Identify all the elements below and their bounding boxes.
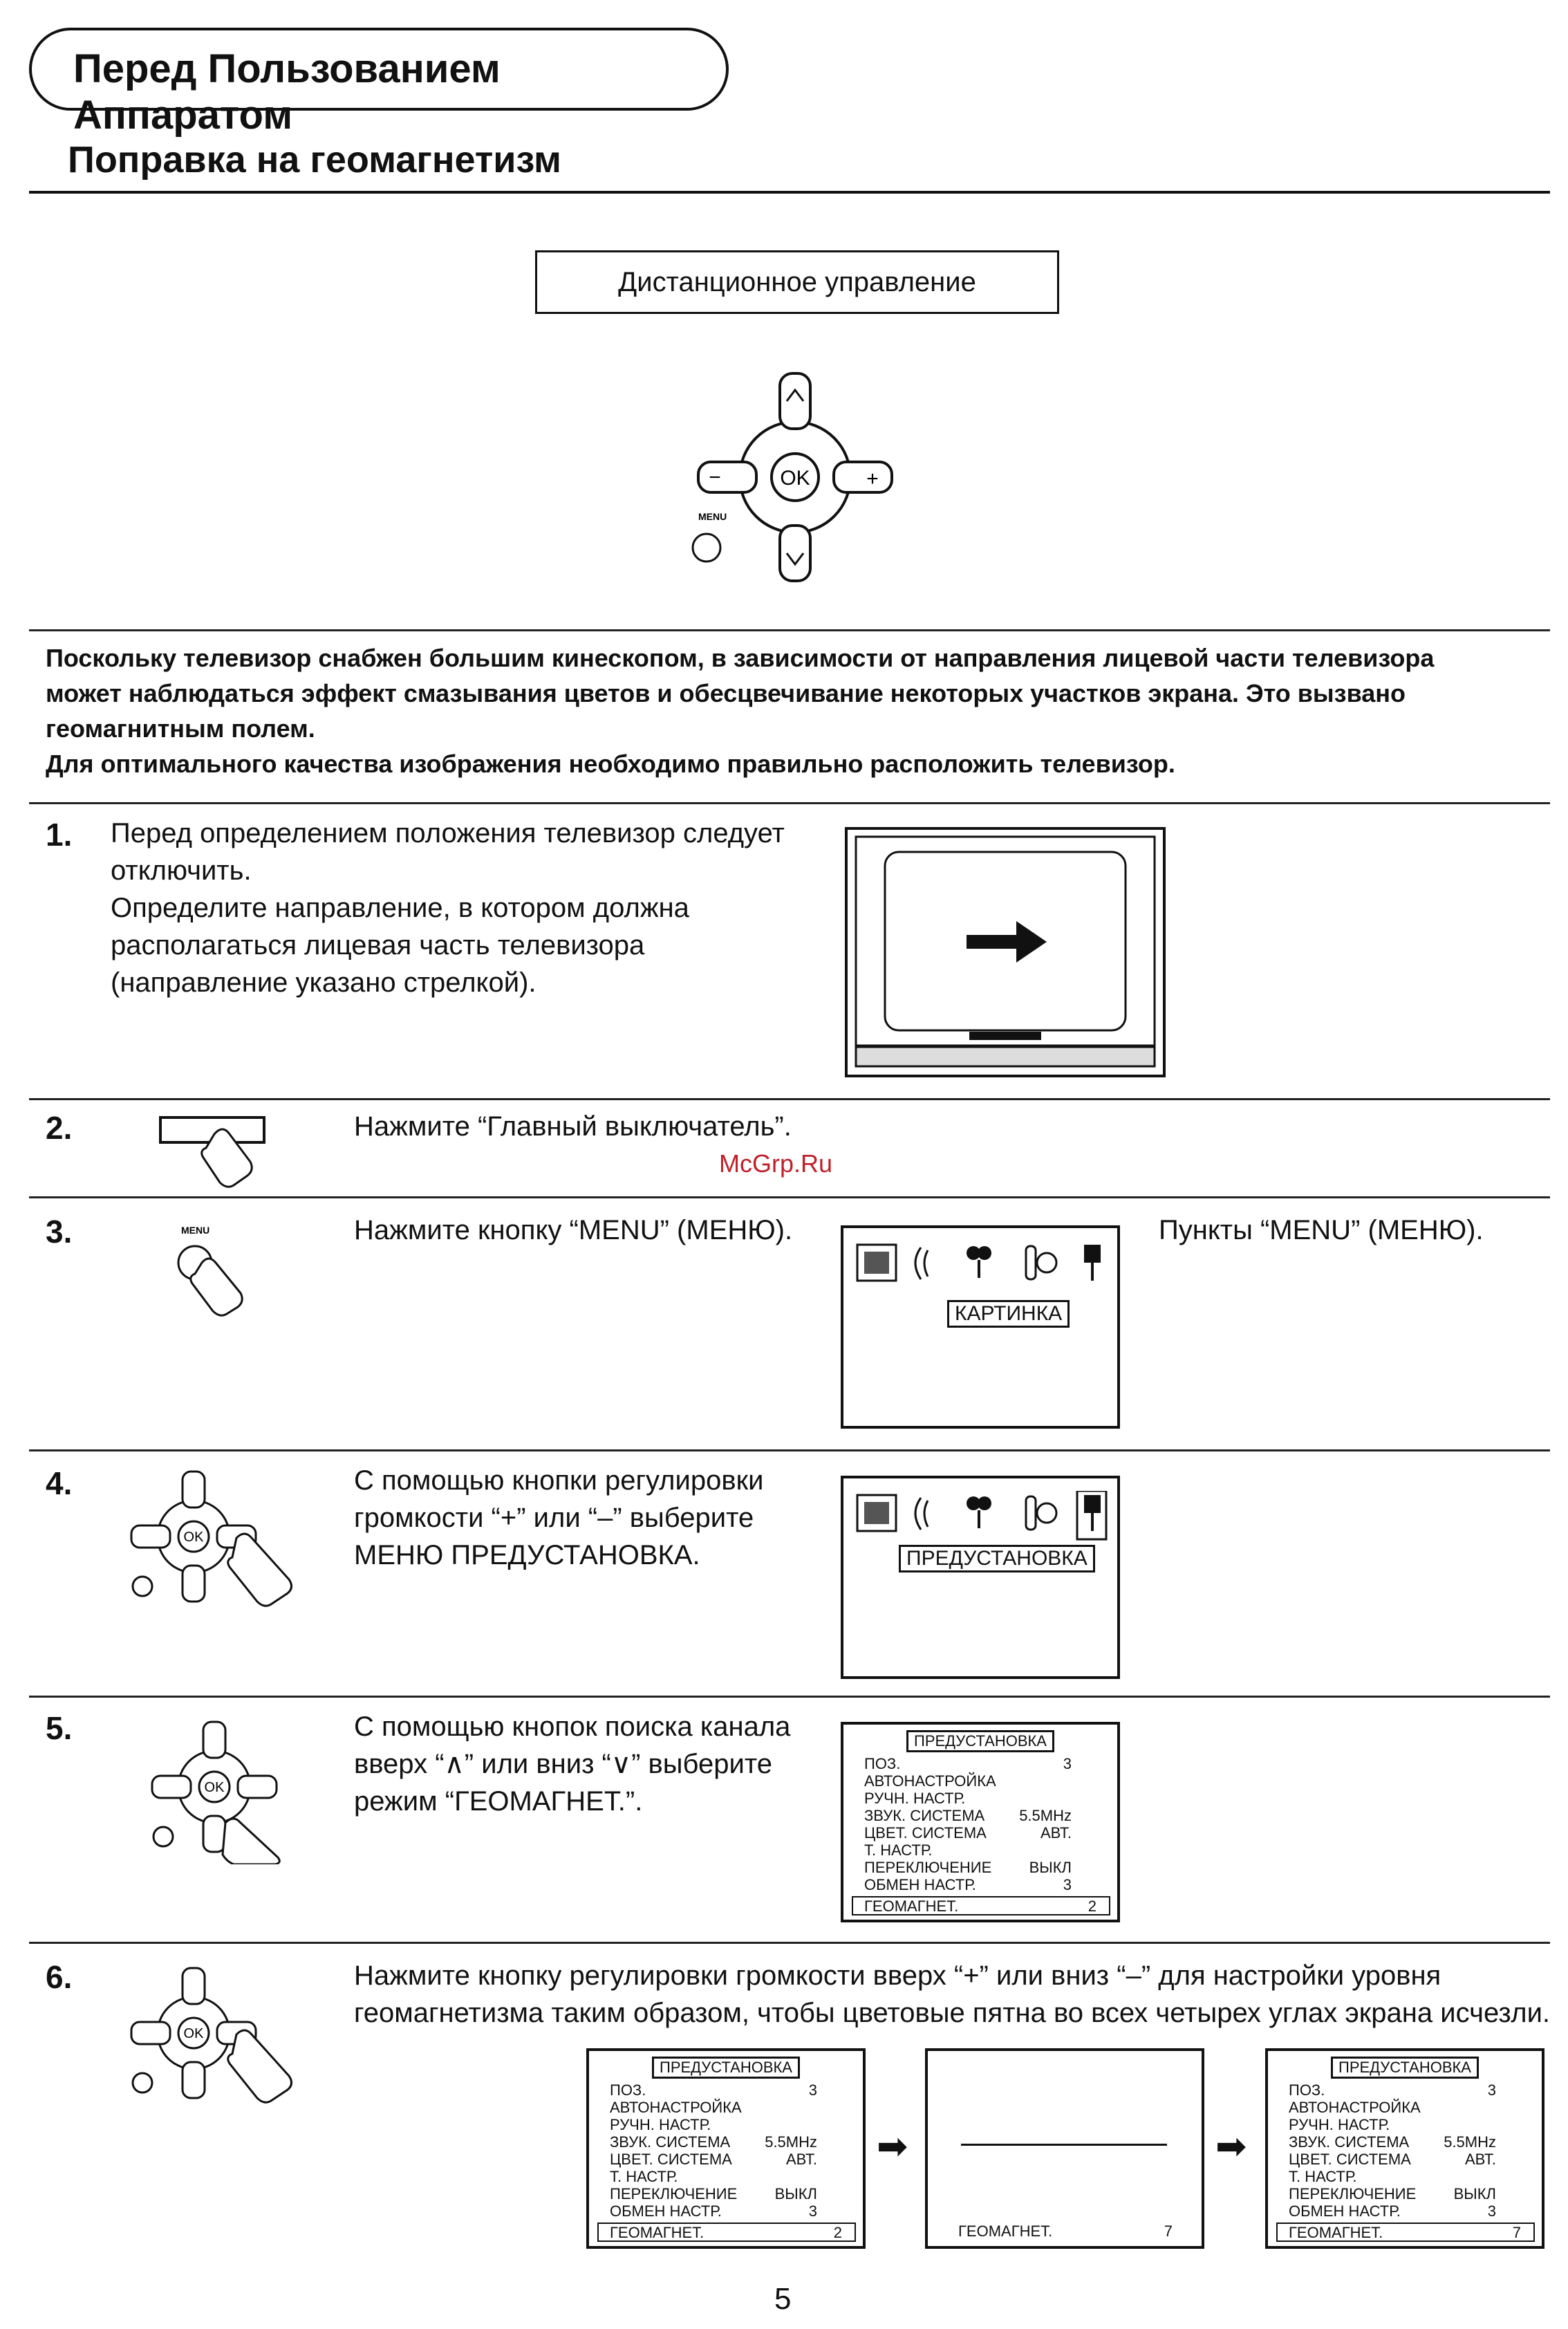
sound-icon	[915, 1247, 928, 1279]
page-number: 5	[774, 2282, 792, 2316]
svg-text:OK: OK	[183, 1530, 204, 1545]
list-item: ПЕРЕКЛЮЧЕНИЕ ВЫКЛ	[610, 2185, 817, 2202]
preset-menu-screen	[841, 1476, 1120, 1679]
preset-list-title: ПРЕДУСТАНОВКА	[906, 1730, 1054, 1752]
section-title-box	[29, 28, 729, 138]
preset-icon	[1084, 1245, 1101, 1263]
intro-line: Поскольку телевизор снабжен большим кинескопом, в зависимости от направления лицевой части телевизора	[46, 644, 1435, 672]
adjust-bar	[961, 2144, 1167, 2146]
subtitle-rule	[29, 191, 1550, 194]
setup-icon	[1026, 1246, 1036, 1279]
step-number: 5.	[46, 1710, 73, 1746]
step-number: 4.	[46, 1465, 73, 1501]
list-item: ПОЗ. 3	[864, 1755, 1072, 1772]
list-item: ПОЗ. 3	[610, 2081, 817, 2099]
menu-button	[693, 534, 720, 562]
preset-screen-before: ПРЕДУСТАНОВКА ПОЗ. 3 АВТОНАСТРОЙКА РУЧН. НАСТР. ЗВУК. СИСТЕМА 5.5MHz ЦВЕТ. СИСТЕМА АВТ. Т. НАСТР. ПЕРЕКЛЮЧЕНИЕ ВЫКЛ ОБМЕН НАСТР. 3 ГЕОМАГНЕТ. 2	[586, 2048, 866, 2249]
intro-top-rule	[29, 629, 1550, 631]
right-arrow-icon: ➡	[877, 2126, 908, 2167]
tv-illustration	[845, 827, 1166, 1077]
plus-button	[834, 462, 892, 492]
step-3-note: Пункты “MENU” (МЕНЮ).	[1159, 1215, 1484, 1245]
list-item: АВТОНАСТРОЙКА	[610, 2099, 742, 2116]
list-item: Т. НАСТР.	[1289, 2168, 1357, 2185]
step-number: 1.	[46, 817, 73, 853]
power-button-hand-icon	[159, 1113, 283, 1189]
list-item: Т. НАСТР.	[864, 1841, 933, 1859]
list-item: ОБМЕН НАСТР. 3	[864, 1876, 1072, 1893]
menu-button-hand-icon	[174, 1221, 264, 1318]
step-rule	[29, 1942, 1550, 1944]
list-item: ПОЗ. 3	[1289, 2081, 1496, 2099]
step-4-text: С помощью кнопки регулировки громкости “+” или “–” выберите МЕНЮ ПРЕДУСТАНОВКА.	[354, 1465, 764, 1570]
list-item: ЗВУК. СИСТЕМА 5.5MHz	[610, 2133, 817, 2151]
step-1-text: Перед определением положения телевизор следует отключить. Определите направление, в котором должна располагаться лицевая часть телевизора (направление указано стрелкой).	[111, 818, 785, 998]
step-rule	[29, 1196, 1550, 1198]
geo-label: ГЕОМАГНЕТ.	[958, 2223, 1053, 2240]
step-number: 6.	[46, 1959, 73, 1995]
step-number: 3.	[46, 1214, 73, 1250]
dpad-down-hand-icon	[148, 1719, 307, 1864]
step-number: 2.	[46, 1110, 73, 1146]
step-rule	[29, 1696, 1550, 1698]
list-item: ПЕРЕКЛЮЧЕНИЕ ВЫКЛ	[864, 1859, 1072, 1876]
menu-title-label: ПРЕДУСТАНОВКА	[899, 1545, 1095, 1572]
remote-dpad-diagram	[691, 366, 913, 588]
svg-text:MENU: MENU	[181, 1225, 210, 1236]
up-button	[780, 373, 810, 429]
step-6-text: Нажмите кнопку регулировки громкости вверх “+” или вниз “–” для настройки уровня геомагнетизма таким образом, чтобы цветовые пятна во всех четырех углах экрана исчезли.	[354, 1960, 1551, 2028]
intro-line: может наблюдаться эффект смазывания цветов и обесцвечивание некоторых участков экрана. Это вызвано	[46, 679, 1406, 707]
svg-text:+: +	[866, 467, 879, 490]
step-rule	[29, 1449, 1550, 1451]
list-item: Т. НАСТР.	[610, 2168, 678, 2185]
geomagnet-row-selected: ГЕОМАГНЕТ. 2	[852, 1896, 1110, 1915]
list-item: АВТОНАСТРОЙКА	[1289, 2099, 1421, 2116]
down-button	[780, 526, 810, 581]
dpad-plus-hand-icon	[127, 1965, 310, 2110]
list-item: ОБМЕН НАСТР. 3	[610, 2202, 817, 2220]
ok-label: OK	[780, 467, 810, 490]
svg-text:OK: OK	[183, 2026, 204, 2041]
menu-icon-row	[856, 1491, 1108, 1541]
step-2-text: Нажмите “Главный выключатель”.	[354, 1111, 792, 1142]
remote-label: Дистанционное управление	[618, 267, 976, 297]
list-item: ЗВУК. СИСТЕМА 5.5MHz	[1289, 2133, 1496, 2151]
preset-screen-after: ПРЕДУСТАНОВКА ПОЗ. 3 АВТОНАСТРОЙКА РУЧН. НАСТР. ЗВУК. СИСТЕМА 5.5MHz ЦВЕТ. СИСТЕМА АВТ. Т. НАСТР. ПЕРЕКЛЮЧЕНИЕ ВЫКЛ ОБМЕН НАСТР. 3 ГЕОМАГНЕТ. 7	[1265, 2048, 1544, 2249]
intro-line: Для оптимального качества изображения необходимо правильно расположить телевизор.	[46, 750, 1175, 778]
menu-icon-row	[856, 1241, 1108, 1290]
list-item: РУЧН. НАСТР.	[864, 1790, 966, 1807]
watermark: McGrp.Ru	[719, 1149, 833, 1178]
preset-list	[864, 1755, 1072, 1893]
list-item: ОБМЕН НАСТР. 3	[1289, 2202, 1496, 2220]
list-item: РУЧН. НАСТР.	[610, 2116, 711, 2133]
list-item: РУЧН. НАСТР.	[1289, 2116, 1390, 2133]
section-title: Перед Пользованием Аппаратом	[73, 46, 501, 138]
svg-text:−: −	[709, 466, 721, 489]
list-item: ПЕРЕКЛЮЧЕНИЕ ВЫКЛ	[1289, 2185, 1496, 2202]
intro-text	[46, 640, 1525, 781]
preset-list-screen	[841, 1722, 1120, 1922]
geomagnet-adjust-screen	[925, 2048, 1204, 2249]
menu-screen-picture	[841, 1225, 1120, 1429]
right-arrow-icon: ➡	[1215, 2126, 1247, 2167]
step-5-text: С помощью кнопок поиска канала вверх “∧” или вниз “∨” выберите режим “ГЕОМАГНЕТ.”.	[354, 1711, 791, 1817]
menu-title-label: КАРТИНКА	[947, 1300, 1070, 1328]
step-3-text: Нажмите кнопку “MENU” (МЕНЮ).	[354, 1215, 793, 1245]
step-rule	[29, 1098, 1550, 1100]
list-item: ЦВЕТ. СИСТЕМА АВТ.	[864, 1824, 1072, 1841]
list-item: ЦВЕТ. СИСТЕМА АВТ.	[1289, 2151, 1496, 2168]
dpad-plus-hand-icon	[127, 1469, 310, 1614]
intro-line: геомагнитным полем.	[46, 714, 315, 743]
svg-text:OK: OK	[204, 1780, 225, 1795]
page-subtitle: Поправка на геомагнетизм	[68, 139, 561, 180]
remote-label-box	[535, 250, 1059, 314]
list-item: АВТОНАСТРОЙКА	[864, 1772, 996, 1790]
list-item: ЗВУК. СИСТЕМА 5.5MHz	[864, 1807, 1072, 1824]
intro-bottom-rule	[29, 802, 1550, 804]
menu-label: MENU	[698, 511, 727, 522]
minus-button	[698, 462, 756, 492]
list-item: ЦВЕТ. СИСТЕМА АВТ.	[610, 2151, 817, 2168]
geo-value: 7	[1164, 2223, 1173, 2240]
